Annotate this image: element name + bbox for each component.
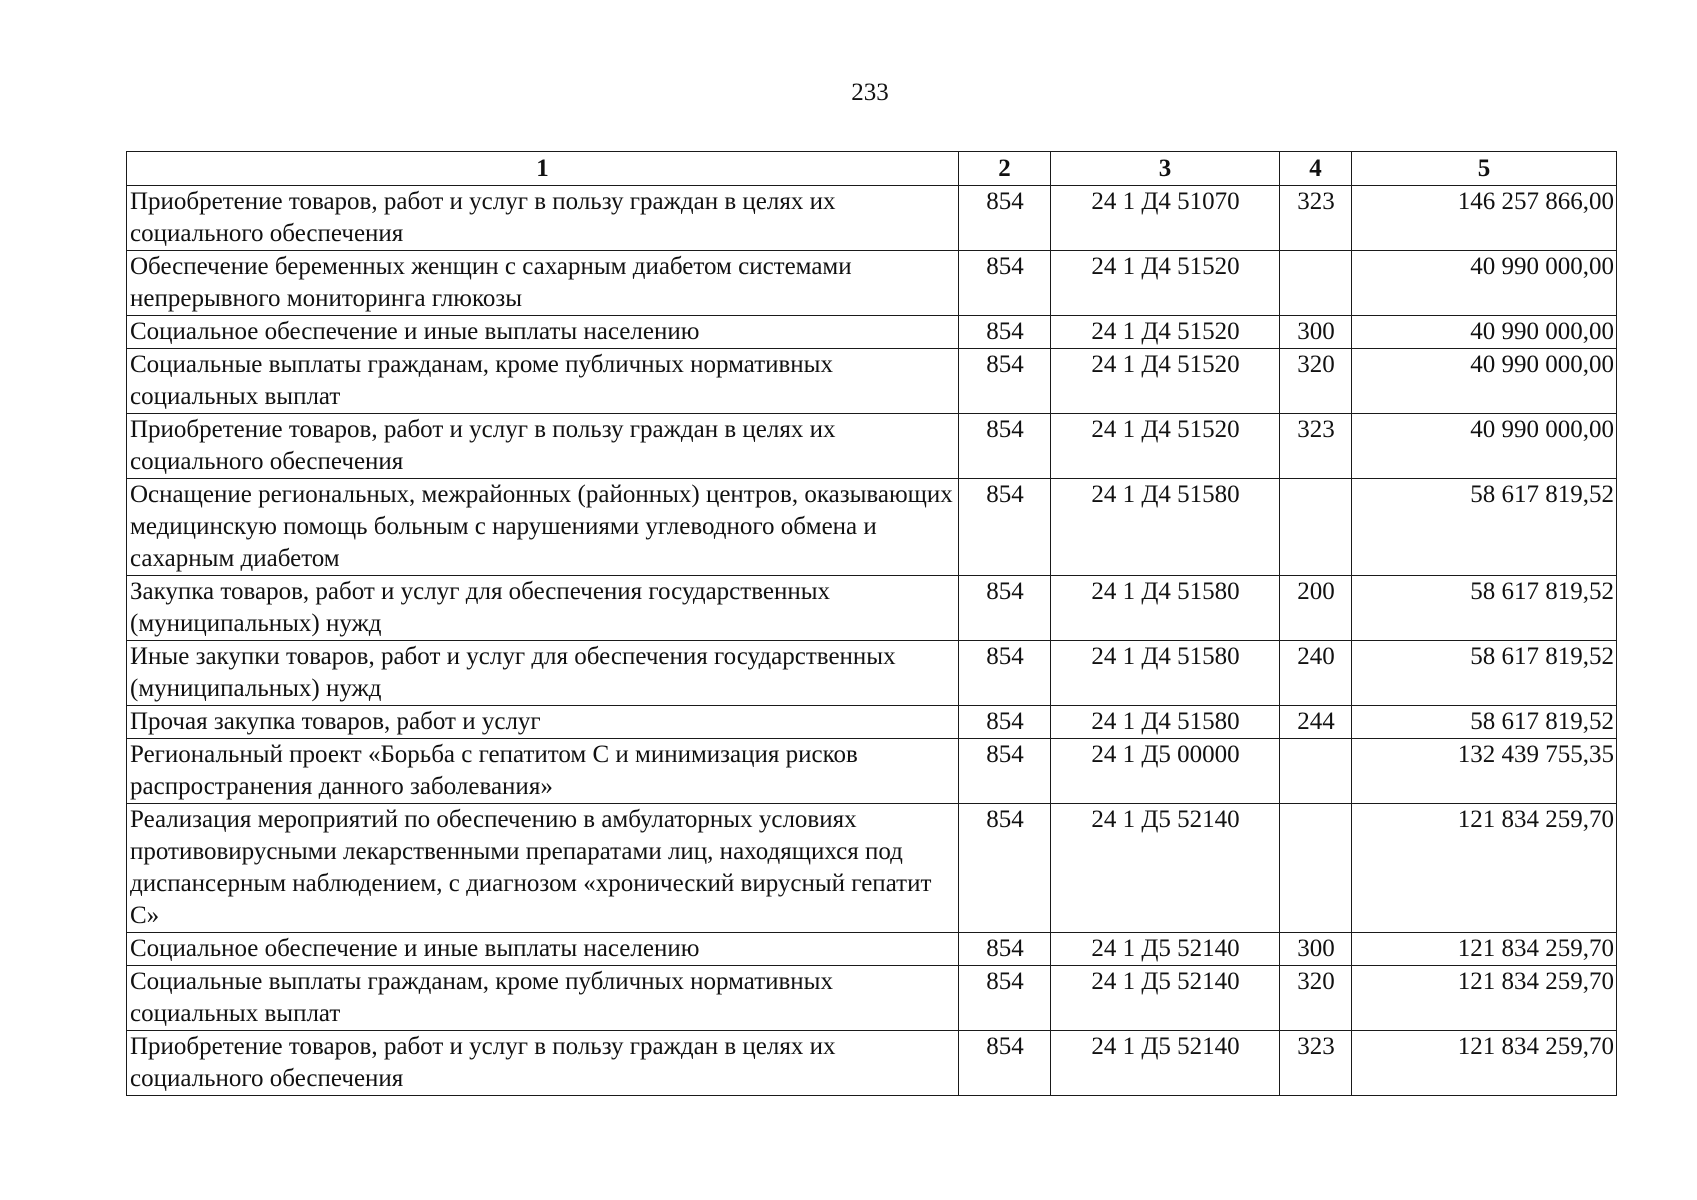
sum-cell: 58 617 819,52 (1352, 706, 1617, 739)
name-cell: Приобретение товаров, работ и услуг в пользу граждан в целях их социального обеспечения (127, 1031, 959, 1096)
vr-cell: 320 (1280, 966, 1352, 1031)
csr-cell: 24 1 Д4 51580 (1051, 479, 1280, 576)
csr-cell: 24 1 Д4 51580 (1051, 576, 1280, 641)
header-col-3: 3 (1051, 152, 1280, 186)
csr-cell: 24 1 Д4 51520 (1051, 349, 1280, 414)
table-row (127, 804, 1617, 933)
ved-cell: 854 (959, 316, 1051, 349)
csr-cell: 24 1 Д4 51520 (1051, 414, 1280, 479)
vr-cell: 320 (1280, 349, 1352, 414)
table-row (127, 251, 1617, 316)
header-row (127, 152, 1617, 186)
sum-cell: 146 257 866,00 (1352, 186, 1617, 251)
csr-cell: 24 1 Д5 52140 (1051, 933, 1280, 966)
table-row (127, 316, 1617, 349)
vr-cell (1280, 479, 1352, 576)
name-cell: Обеспечение беременных женщин с сахарным диабетом системами непрерывного мониторинга глюкозы (127, 251, 959, 316)
ved-cell: 854 (959, 739, 1051, 804)
name-cell: Социальные выплаты гражданам, кроме публичных нормативных социальных выплат (127, 349, 959, 414)
table-row (127, 641, 1617, 706)
ved-cell: 854 (959, 414, 1051, 479)
name-cell: Закупка товаров, работ и услуг для обеспечения государственных (муниципальных) нужд (127, 576, 959, 641)
sum-cell: 121 834 259,70 (1352, 804, 1617, 933)
sum-cell: 58 617 819,52 (1352, 576, 1617, 641)
ved-cell: 854 (959, 706, 1051, 739)
budget-table (126, 151, 1617, 1096)
name-cell: Оснащение региональных, межрайонных (районных) центров, оказывающих медицинскую помощь больным с нарушениями углеводного обмена и сахарным диабетом (127, 479, 959, 576)
sum-cell: 132 439 755,35 (1352, 739, 1617, 804)
ved-cell: 854 (959, 966, 1051, 1031)
csr-cell: 24 1 Д4 51580 (1051, 706, 1280, 739)
name-cell: Реализация мероприятий по обеспечению в амбулаторных условиях противовирусными лекарственными препаратами лиц, находящихся под диспансерным наблюдением, с диагнозом «хронический вирусный гепатит С» (127, 804, 959, 933)
header-col-4: 4 (1280, 152, 1352, 186)
sum-cell: 40 990 000,00 (1352, 414, 1617, 479)
sum-cell: 121 834 259,70 (1352, 933, 1617, 966)
name-cell: Прочая закупка товаров, работ и услуг (127, 706, 959, 739)
name-cell: Социальное обеспечение и иные выплаты населению (127, 316, 959, 349)
sum-cell: 40 990 000,00 (1352, 251, 1617, 316)
table-row (127, 414, 1617, 479)
vr-cell: 244 (1280, 706, 1352, 739)
csr-cell: 24 1 Д4 51070 (1051, 186, 1280, 251)
table-row (127, 706, 1617, 739)
ved-cell: 854 (959, 641, 1051, 706)
name-cell: Региональный проект «Борьба с гепатитом С и минимизация рисков распространения данного заболевания» (127, 739, 959, 804)
name-cell: Социальные выплаты гражданам, кроме публичных нормативных социальных выплат (127, 966, 959, 1031)
csr-cell: 24 1 Д4 51520 (1051, 316, 1280, 349)
table-row (127, 576, 1617, 641)
name-cell: Приобретение товаров, работ и услуг в пользу граждан в целях их социального обеспечения (127, 414, 959, 479)
name-cell: Социальное обеспечение и иные выплаты населению (127, 933, 959, 966)
vr-cell: 300 (1280, 933, 1352, 966)
sum-cell: 58 617 819,52 (1352, 641, 1617, 706)
vr-cell: 240 (1280, 641, 1352, 706)
csr-cell: 24 1 Д5 52140 (1051, 966, 1280, 1031)
header-col-1: 1 (127, 152, 959, 186)
table-header (127, 152, 1617, 186)
header-col-2: 2 (959, 152, 1051, 186)
table-row (127, 186, 1617, 251)
ved-cell: 854 (959, 251, 1051, 316)
table-row (127, 966, 1617, 1031)
ved-cell: 854 (959, 349, 1051, 414)
vr-cell: 300 (1280, 316, 1352, 349)
table-row (127, 479, 1617, 576)
ved-cell: 854 (959, 576, 1051, 641)
table-row (127, 739, 1617, 804)
page-number: 233 (851, 79, 889, 106)
sum-cell: 40 990 000,00 (1352, 349, 1617, 414)
sum-cell: 58 617 819,52 (1352, 479, 1617, 576)
vr-cell: 323 (1280, 1031, 1352, 1096)
vr-cell: 323 (1280, 414, 1352, 479)
ved-cell: 854 (959, 186, 1051, 251)
table-body (127, 186, 1617, 1096)
vr-cell: 323 (1280, 186, 1352, 251)
csr-cell: 24 1 Д5 00000 (1051, 739, 1280, 804)
ved-cell: 854 (959, 933, 1051, 966)
vr-cell (1280, 251, 1352, 316)
ved-cell: 854 (959, 479, 1051, 576)
ved-cell: 854 (959, 1031, 1051, 1096)
csr-cell: 24 1 Д5 52140 (1051, 804, 1280, 933)
table-row (127, 349, 1617, 414)
vr-cell: 200 (1280, 576, 1352, 641)
vr-cell (1280, 804, 1352, 933)
name-cell: Иные закупки товаров, работ и услуг для обеспечения государственных (муниципальных) нужд (127, 641, 959, 706)
table-row (127, 933, 1617, 966)
name-cell: Приобретение товаров, работ и услуг в пользу граждан в целях их социального обеспечения (127, 186, 959, 251)
ved-cell: 854 (959, 804, 1051, 933)
vr-cell (1280, 739, 1352, 804)
sum-cell: 121 834 259,70 (1352, 1031, 1617, 1096)
csr-cell: 24 1 Д4 51580 (1051, 641, 1280, 706)
header-col-5: 5 (1352, 152, 1617, 186)
table-row (127, 1031, 1617, 1096)
csr-cell: 24 1 Д5 52140 (1051, 1031, 1280, 1096)
csr-cell: 24 1 Д4 51520 (1051, 251, 1280, 316)
sum-cell: 121 834 259,70 (1352, 966, 1617, 1031)
sum-cell: 40 990 000,00 (1352, 316, 1617, 349)
